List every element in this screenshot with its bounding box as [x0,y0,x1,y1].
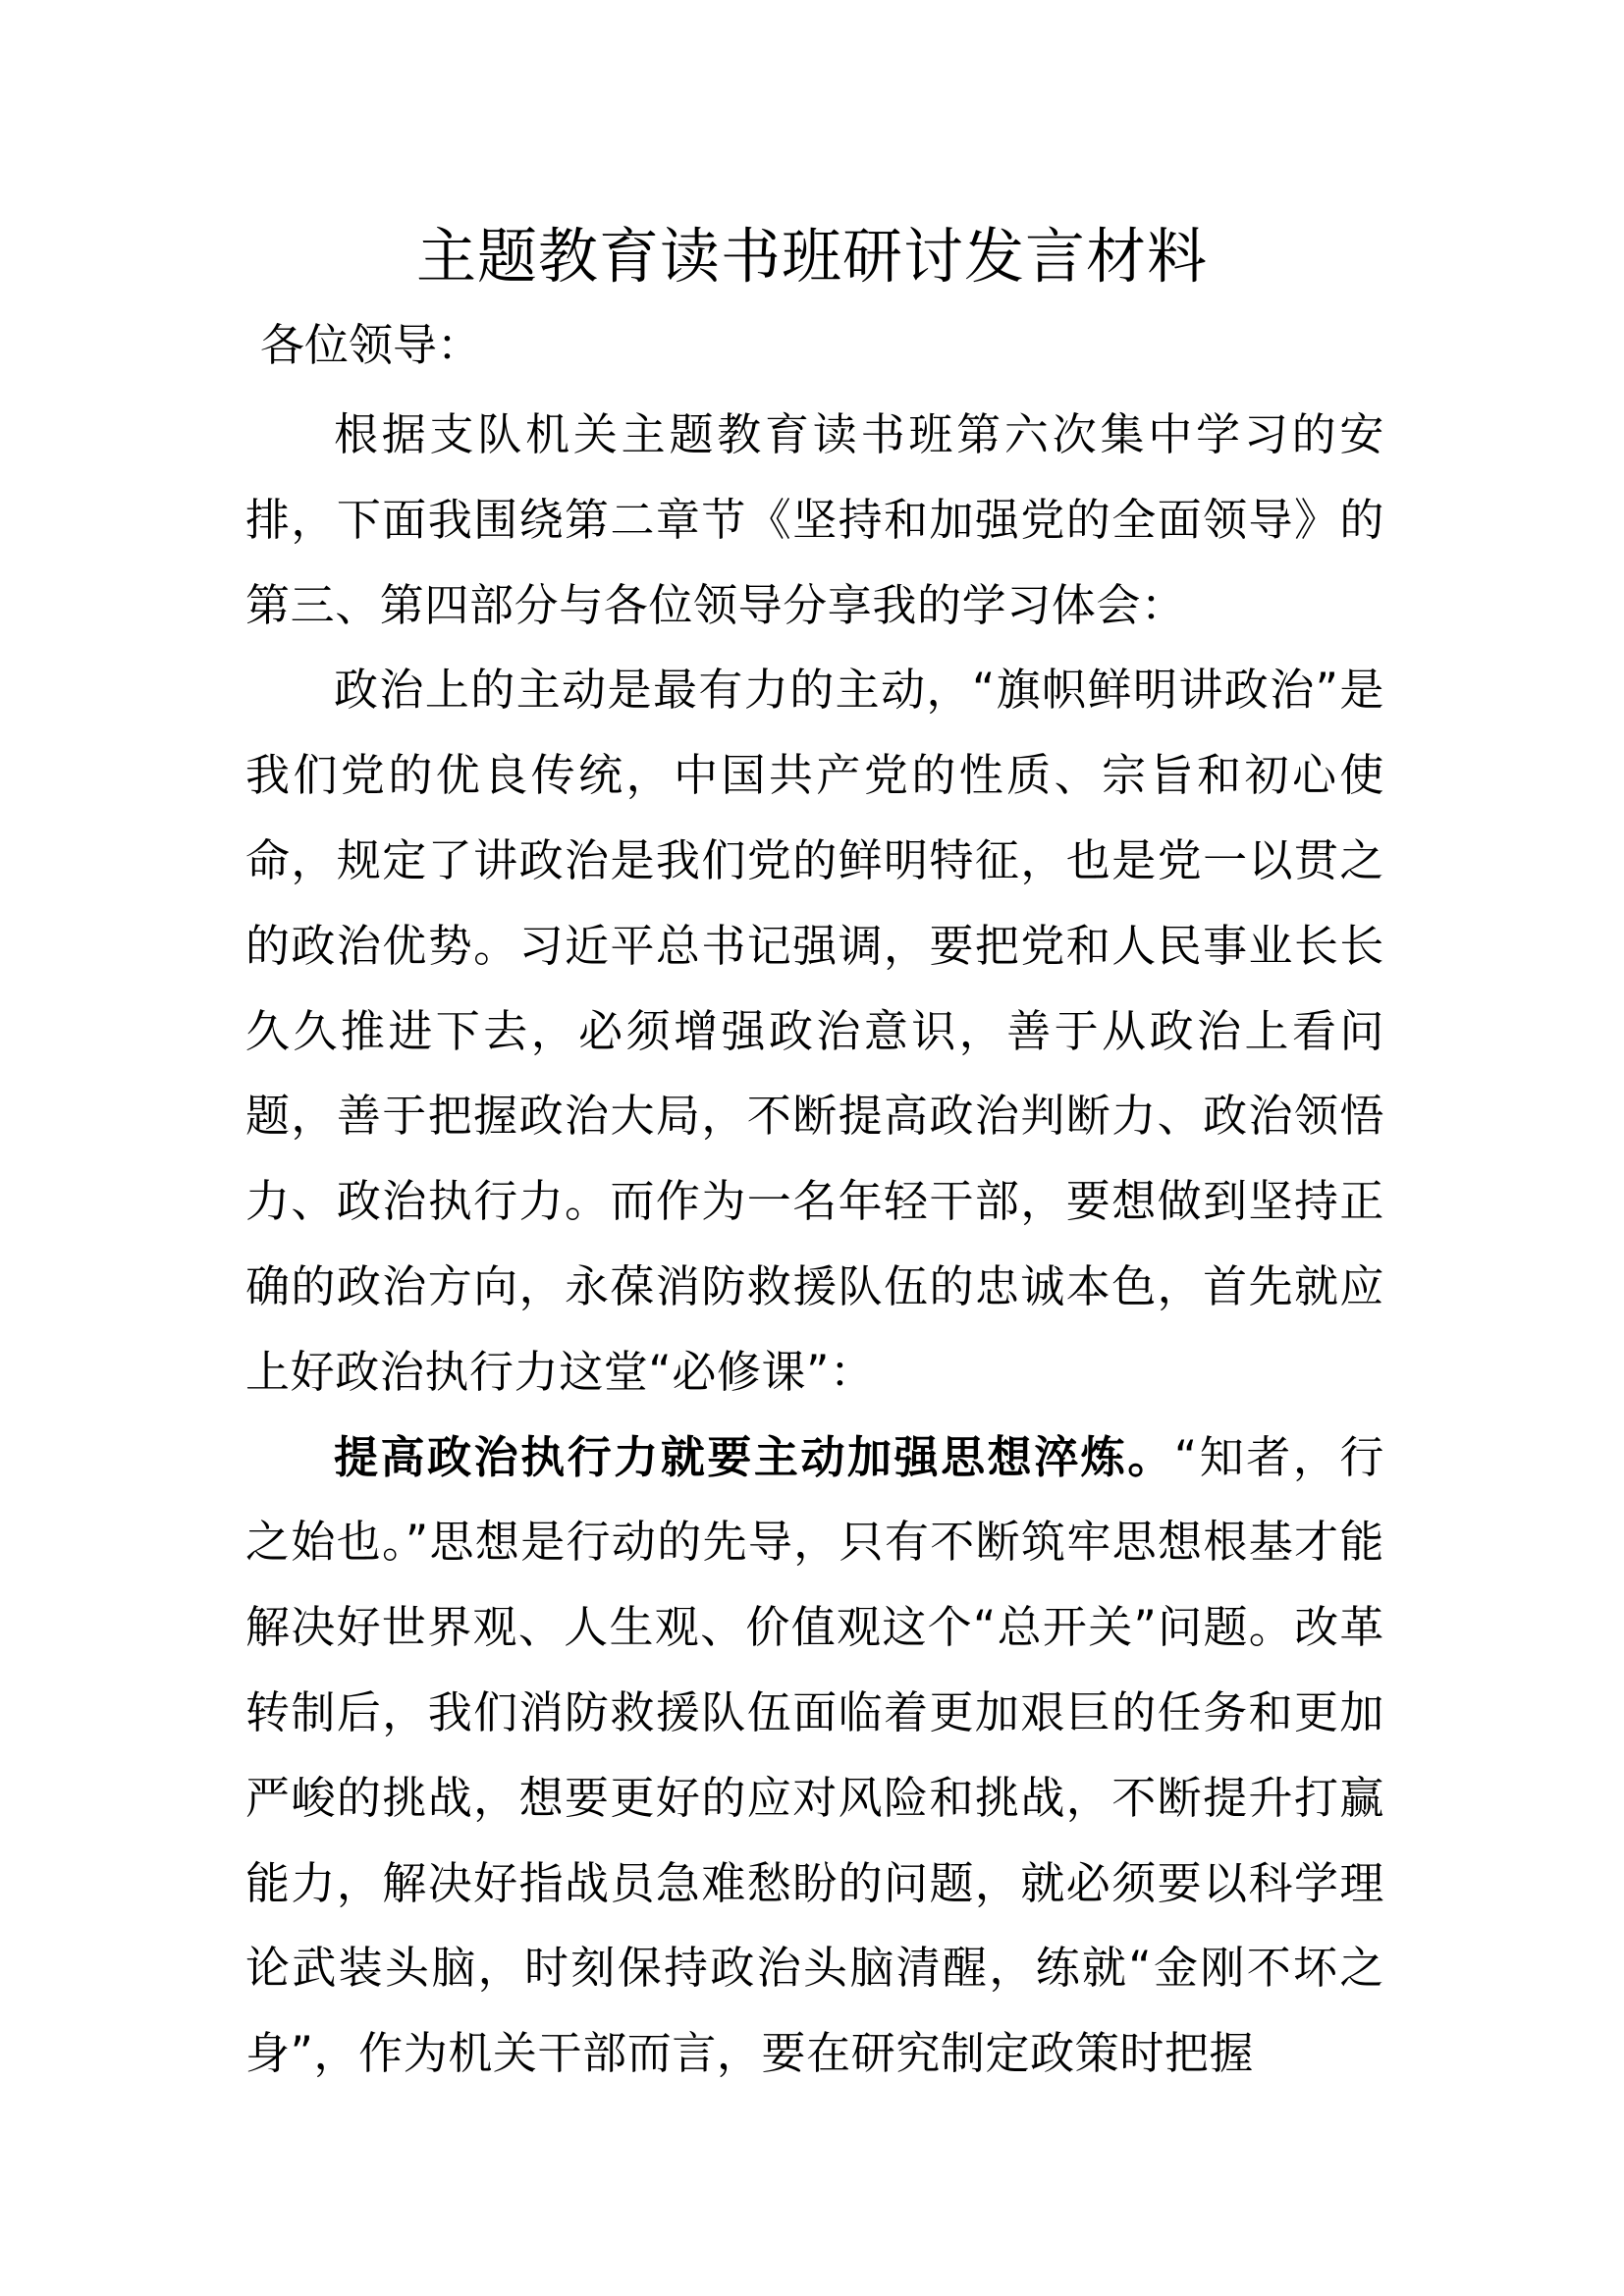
bold-lead-sentence: 提高政治执行力就要主动加强思想淬炼。 [334,1430,1174,1483]
paragraph-continuation: “知者，行之始也。”思想是行动的先导，只有不断筑牢思想根基才能解决好世界观、人生观、价值观这个“总开关”问题。改革转制后，我们消防救援队伍面临着更加艰巨的任务和更加严峻的挑战，想要更好的应对风险和挑战，不断提升打赢能力，解决好指战员急难愁盼的问题，就必须要以科学理论武装头脑，时刻保持政治头脑清醒，练就“金刚不坏之身”，作为机关干部而言，要在研究制定政策时把握 [245,1430,1384,2080]
document-title: 主题教育读书班研讨发言材料 [415,222,1208,292]
paragraph-bold-lead [245,1415,1384,2097]
paragraph: 政治上的主动是最有力的主动，“旗帜鲜明讲政治”是我们党的优良传统，中国共产党的性质、宗旨和初心使命，规定了讲政治是我们党的鲜明特征，也是党一以贯之的政治优势。习近平总书记强调，要把党和人民事业长长久久推进下去，必须增强政治意识，善于从政治上看问题，善于把握政治大局，不断提高政治判断力、政治领悟力、政治执行力。而作为一名年轻干部，要想做到坚持正确的政治方向，永葆消防救援队伍的忠诚本色，首先就应上好政治执行力这堂“必修课”： [245,664,1384,1398]
paragraph: 根据支队机关主题教育读书班第六次集中学习的安排，下面我围绕第二章节《坚持和加强党的全面领导》的第三、第四部分与各位领导分享我的学习体会： [245,408,1384,631]
document-body [245,393,1384,2097]
salutation: 各位领导： [260,319,482,371]
